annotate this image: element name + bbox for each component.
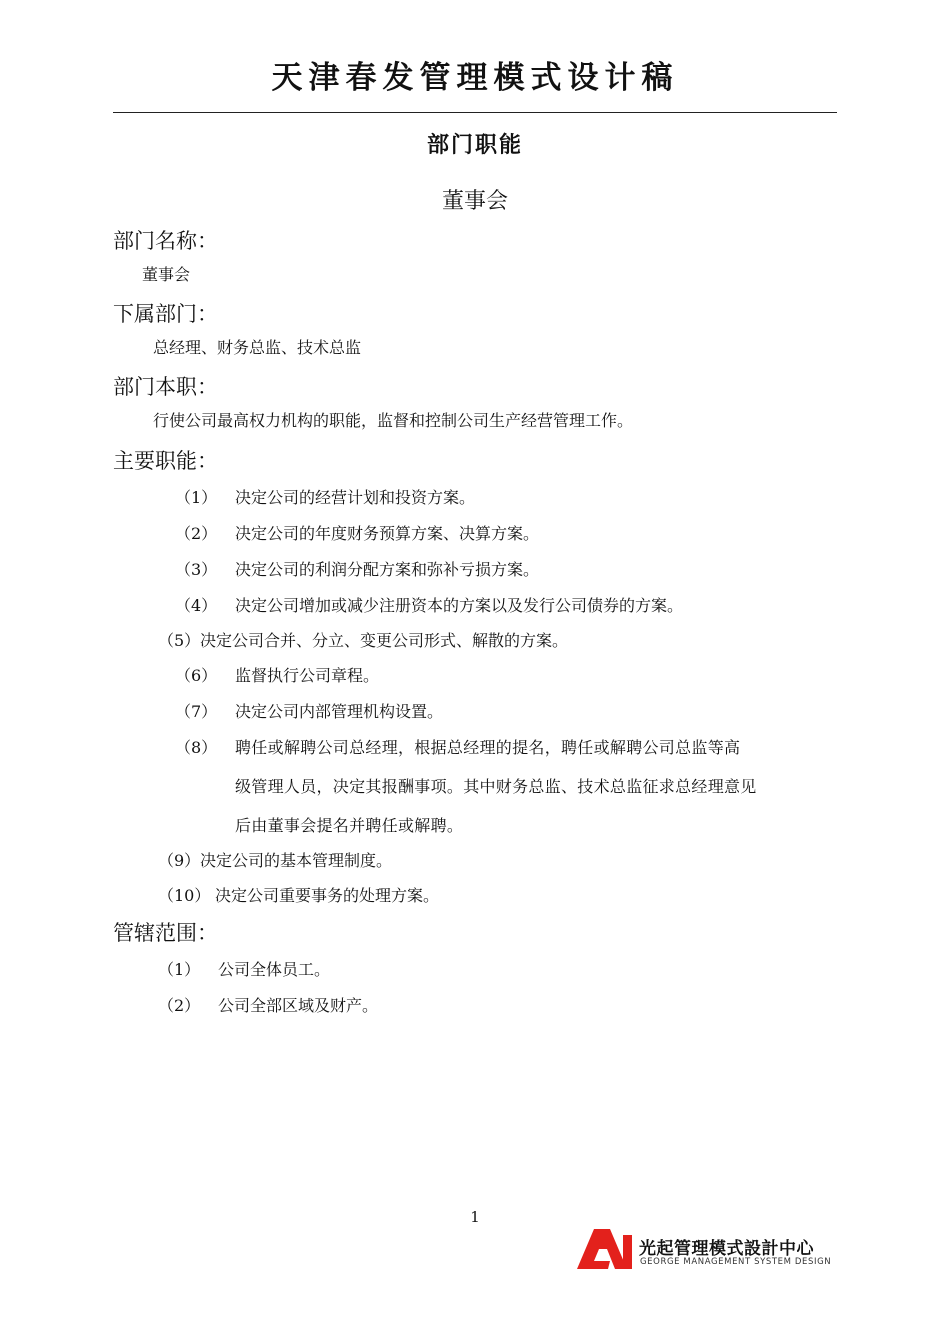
function-text: 决定公司增加或减少注册资本的方案以及发行公司债券的方案。	[235, 596, 684, 615]
logo-english-name: GEORGE MANAGEMENT SYSTEM DESIGN	[640, 1257, 832, 1267]
section-heading-functions: 主要职能：	[113, 449, 218, 473]
scope-number: （2）	[158, 996, 201, 1015]
function-text-line: 聘任或解聘公司总经理，根据总经理的提名，聘任或解聘公司总监等高	[235, 738, 741, 757]
function-text: 决定公司的年度财务预算方案、决算方案。	[235, 524, 540, 543]
function-number: （6）	[175, 666, 218, 685]
function-text: 决定公司合并、分立、变更公司形式、解散的方案。	[200, 631, 569, 650]
function-number: （1）	[175, 488, 218, 507]
function-text: 监督执行公司章程。	[235, 666, 380, 685]
function-text: 决定公司内部管理机构设置。	[235, 702, 444, 721]
function-number: （3）	[175, 560, 218, 579]
function-number: （5）	[158, 631, 201, 650]
function-number: （10）	[158, 886, 211, 905]
section-heading-subordinates: 下属部门：	[113, 302, 218, 326]
function-number: （7）	[175, 702, 218, 721]
function-text: 决定公司重要事务的处理方案。	[215, 886, 440, 905]
function-text-line: 后由董事会提名并聘任或解聘。	[235, 816, 464, 835]
function-number: （8）	[175, 738, 218, 757]
function-text: 决定公司的经营计划和投资方案。	[235, 488, 476, 507]
function-number: （9）	[158, 851, 201, 870]
logo-chinese-name: 光起管理模式設計中心	[639, 1239, 814, 1259]
section-heading-scope: 管辖范围：	[113, 921, 218, 945]
section-heading-name: 部门名称：	[113, 229, 218, 253]
duty-value: 行使公司最高权力机构的职能，监督和控制公司生产经营管理工作。	[153, 411, 634, 430]
header-divider	[113, 112, 837, 113]
scope-number: （1）	[158, 960, 201, 979]
department-title: 董事会	[441, 189, 508, 214]
header-title: 天津春发管理模式设计稿	[271, 60, 679, 96]
scope-text: 公司全部区域及财产。	[218, 996, 379, 1015]
logo-a-mark-icon	[577, 1228, 633, 1270]
function-text-line: 级管理人员，决定其报酬事项。其中财务总监、技术总监征求总经理意见	[235, 777, 757, 796]
subordinates-value: 总经理、财务总监、技术总监	[153, 338, 362, 357]
function-number: （2）	[175, 524, 218, 543]
function-text: 决定公司的基本管理制度。	[200, 851, 393, 870]
document-title: 部门职能	[426, 133, 523, 158]
scope-text: 公司全体员工。	[218, 960, 331, 979]
page-number: 1	[470, 1208, 480, 1226]
function-text: 决定公司的利润分配方案和弥补亏损方案。	[235, 560, 540, 579]
department-name-value: 董事会	[142, 265, 191, 284]
section-heading-duty: 部门本职：	[113, 375, 218, 399]
function-number: （4）	[175, 596, 218, 615]
